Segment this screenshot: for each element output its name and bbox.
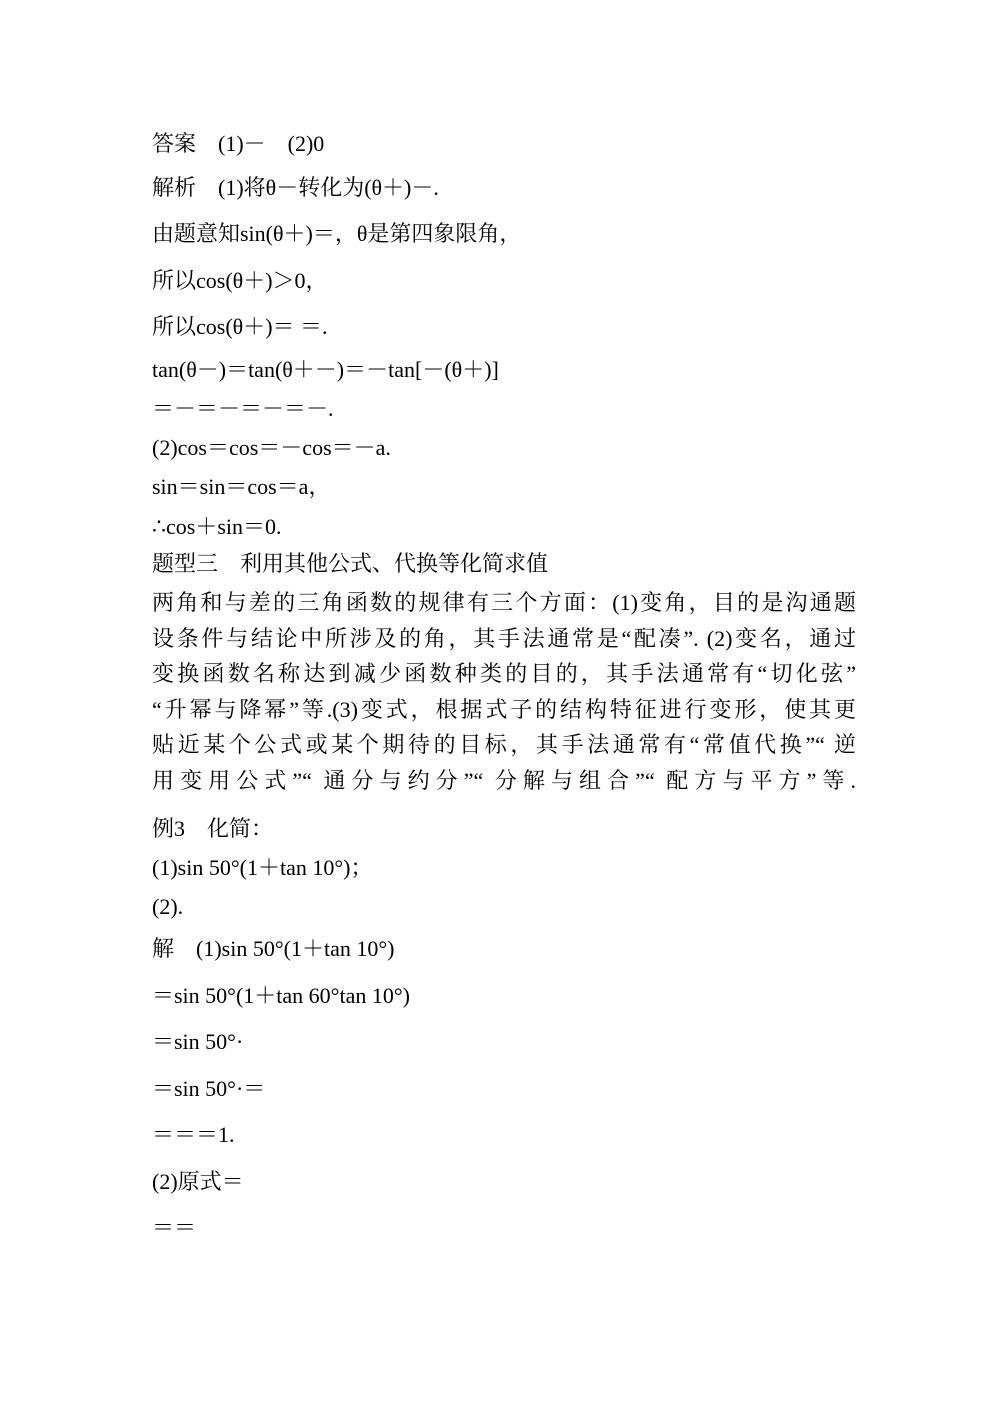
line-analysis: 解析 (1)将θ－转化为(θ＋)－. xyxy=(152,175,439,200)
paragraph-line: 用变用公式”“ 通分与约分”“ 分解与组合”“ 配方与平方”等. xyxy=(152,767,856,793)
paragraph-line: 变换函数名称达到减少函数种类的目的，其手法通常有“切化弦” xyxy=(152,661,856,687)
paragraph-line: 两角和与差的三角函数的规律有三个方面：(1)变角，目的是沟通题 xyxy=(152,590,856,615)
solution-line-6: (2)原式＝ xyxy=(152,1169,244,1194)
line-part2-cos: (2)cos＝cos＝－cos＝－a. xyxy=(152,435,391,460)
question-1: (1)sin 50°(1＋tan 10°)； xyxy=(152,855,373,880)
example-heading: 例3 化简： xyxy=(152,816,274,841)
paragraph-line: 贴近某个公式或某个期待的目标，其手法通常有“常值代换”“ 逆 xyxy=(152,732,856,758)
section-heading: 题型三 利用其他公式、代换等化简求值 xyxy=(152,551,549,576)
line-cos-positive: 所以cos(θ＋)＞0， xyxy=(152,268,328,293)
line-answer: 答案 (1)－ (2)0 xyxy=(152,131,325,156)
paragraph-line: 设条件与结论中所涉及的角，其手法通常是“配凑”. (2)变名，通过 xyxy=(152,625,856,651)
method-paragraph xyxy=(152,585,856,799)
solution-line-1: 解 (1)sin 50°(1＋tan 10°) xyxy=(152,936,395,961)
solution-line-7: ＝＝ xyxy=(152,1215,197,1240)
line-cos-value: 所以cos(θ＋)＝ ＝. xyxy=(152,314,328,339)
line-part2-sin: sin＝sin＝cos＝a， xyxy=(152,474,331,499)
solution-line-5: ＝＝＝1. xyxy=(152,1122,235,1147)
solution-line-3: ＝sin 50°· xyxy=(152,1029,244,1054)
line-given: 由题意知sin(θ＋)＝，θ是第四象限角， xyxy=(152,221,522,246)
solution-line-2: ＝sin 50°(1＋tan 60°tan 10°) xyxy=(152,983,410,1008)
line-tan-transform: tan(θ－)＝tan(θ＋－)＝－tan[－(θ＋)] xyxy=(152,357,499,382)
line-tan-result: ＝－＝－＝－＝－. xyxy=(152,396,334,421)
solution-line-4: ＝sin 50°·＝ xyxy=(152,1076,266,1101)
line-part2-result: ∴cos＋sin＝0. xyxy=(152,514,282,539)
question-2: (2). xyxy=(152,894,184,919)
paragraph-line: “升幂与降幂”等.(3)变式，根据式子的结构特征进行变形，使其更 xyxy=(152,696,856,722)
